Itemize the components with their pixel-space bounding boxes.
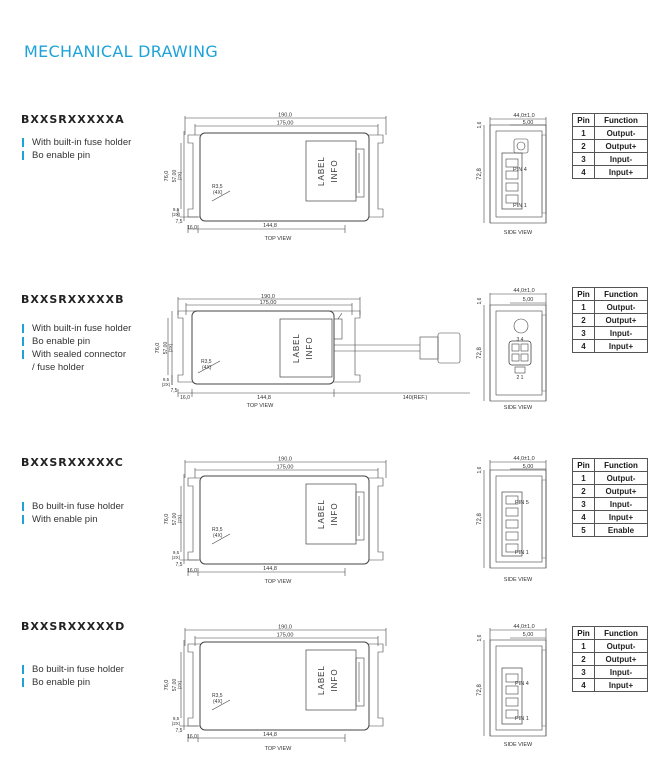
function-cell: Output+ <box>595 140 648 153</box>
label-line1: LABEL <box>317 156 326 186</box>
side-inner: 5,00 <box>522 120 534 126</box>
table-row <box>573 524 648 537</box>
side-inner: 5,00 <box>522 464 534 470</box>
dim-radius-count: (4X) <box>213 699 223 705</box>
top-view-label: TOP VIEW <box>246 403 274 409</box>
pin-cell: 1 <box>573 127 595 140</box>
top-view-label: TOP VIEW <box>264 746 292 752</box>
dim-cable: 140(REF.) <box>402 395 428 401</box>
function-header: Function <box>595 627 648 640</box>
label-line2: INFO <box>305 336 314 360</box>
page-title: MECHANICAL DRAWING <box>24 42 219 61</box>
feature-item: With built-in fuse holder <box>21 136 131 149</box>
function-cell: Output+ <box>595 653 648 666</box>
table-row <box>573 511 648 524</box>
pin-top-label: PIN 5 <box>515 500 529 506</box>
label-line1: LABEL <box>317 665 326 695</box>
dim-inner-count: (2X) <box>168 343 173 353</box>
dim-mount: 175,00 <box>259 300 277 306</box>
pin-header: Pin <box>573 114 595 127</box>
table-row <box>573 653 648 666</box>
model-code: BXXSRXXXXXA <box>21 113 125 126</box>
dim-small: 9,5 <box>172 716 180 721</box>
dim-small: 9,5 <box>172 550 180 555</box>
pin-cell: 4 <box>573 166 595 179</box>
side-view-label: SIDE VIEW <box>503 230 533 236</box>
function-cell: Input+ <box>595 166 648 179</box>
dim-height: 76,0 <box>164 679 170 691</box>
pin-cell: 3 <box>573 327 595 340</box>
side-view-drawing <box>472 288 562 415</box>
pin-cell: 3 <box>573 666 595 679</box>
dim-radius-count: (4X) <box>202 365 212 371</box>
feature-item: Bo built-in fuse holder <box>21 500 124 513</box>
function-header: Function <box>595 288 648 301</box>
side-view-label: SIDE VIEW <box>503 577 533 583</box>
feature-list <box>21 500 124 526</box>
model-code: BXXSRXXXXXD <box>21 620 126 633</box>
pin-cell: 4 <box>573 679 595 692</box>
dim-bottom: 144,8 <box>263 566 277 572</box>
pin-bottom-label: PIN 1 <box>513 203 527 209</box>
table-row <box>573 140 648 153</box>
connector-top-label: 3 4 <box>516 337 524 343</box>
table-row <box>573 314 648 327</box>
function-cell: Output+ <box>595 314 648 327</box>
pin-cell: 5 <box>573 524 595 537</box>
dim-left: 16,0 <box>180 395 190 401</box>
side-view-drawing <box>472 113 562 241</box>
function-cell: Input- <box>595 327 648 340</box>
pin-cell: 3 <box>573 498 595 511</box>
side-inner: 5,00 <box>522 632 534 638</box>
label-line2: INFO <box>330 159 339 183</box>
dim-radius: R3,5 <box>212 693 223 699</box>
table-row <box>573 666 648 679</box>
feature-item: With sealed connector <box>21 348 131 361</box>
side-width: 44,0±1,0 <box>513 288 535 294</box>
feature-item: Bo enable pin <box>21 149 131 162</box>
table-row <box>573 327 648 340</box>
side-width: 44,0±1,0 <box>513 113 535 119</box>
side-tab: 1,6 <box>477 466 483 474</box>
dim-offset: 7,5 <box>175 219 183 225</box>
pin-cell: 3 <box>573 153 595 166</box>
pin-bottom-label: PIN 1 <box>515 716 529 722</box>
label-line2: INFO <box>330 502 339 526</box>
table-row <box>573 127 648 140</box>
side-height: 72,8 <box>477 513 483 525</box>
table-row <box>573 472 648 485</box>
function-cell: Output- <box>595 301 648 314</box>
feature-item: Bo enable pin <box>21 676 124 689</box>
pin-table <box>572 113 648 179</box>
pin-header: Pin <box>573 627 595 640</box>
function-header: Function <box>595 459 648 472</box>
feature-list <box>21 322 131 374</box>
label-line1: LABEL <box>317 499 326 529</box>
side-width: 44,0±1,0 <box>513 624 535 630</box>
function-cell: Output- <box>595 127 648 140</box>
dim-radius-count: (4X) <box>213 190 223 196</box>
table-row <box>573 640 648 653</box>
dim-overall: 190,0 <box>278 112 292 119</box>
feature-item: With built-in fuse holder <box>21 322 131 335</box>
feature-item: Bo enable pin <box>21 335 131 348</box>
dim-offset: 7,5 <box>170 388 178 394</box>
pin-bottom-label: PIN 1 <box>515 550 529 556</box>
function-cell: Output- <box>595 640 648 653</box>
table-row <box>573 166 648 179</box>
side-view-label: SIDE VIEW <box>503 742 533 748</box>
pin-cell: 1 <box>573 640 595 653</box>
table-row <box>573 498 648 511</box>
variant-b <box>0 288 668 443</box>
dim-small: 9,5 <box>162 377 170 382</box>
dim-height: 76,0 <box>164 513 170 525</box>
dim-radius: R3,5 <box>212 184 223 190</box>
pin-top-label: PIN 4 <box>513 167 527 173</box>
function-cell: Input- <box>595 498 648 511</box>
dim-mount: 175,00 <box>276 464 294 471</box>
dim-small-count: (2X) <box>171 721 181 726</box>
dim-inner: 57,00 <box>172 169 178 183</box>
side-tab: 1,6 <box>477 121 483 129</box>
dim-offset: 7,5 <box>175 562 183 568</box>
pin-cell: 4 <box>573 340 595 353</box>
function-cell: Input+ <box>595 679 648 692</box>
top-view-drawing <box>150 456 410 591</box>
dim-height: 76,0 <box>164 170 170 182</box>
pin-table <box>572 626 648 692</box>
feature-list <box>21 136 131 162</box>
dim-overall: 190,0 <box>261 294 275 300</box>
top-view-drawing <box>140 293 470 415</box>
dim-overall: 190,0 <box>278 624 292 631</box>
side-height: 72,8 <box>477 684 483 696</box>
variant-c <box>0 456 668 606</box>
dim-inner-count: (2X) <box>177 680 182 690</box>
pin-cell: 2 <box>573 140 595 153</box>
dim-overall: 190,0 <box>278 456 292 463</box>
variant-d <box>0 620 668 770</box>
pin-header: Pin <box>573 459 595 472</box>
dim-inner: 57,00 <box>163 341 169 355</box>
side-width: 44,0±1,0 <box>513 456 535 462</box>
dim-small-count: (2X) <box>171 212 181 217</box>
side-tab: 1,6 <box>477 634 483 642</box>
function-header: Function <box>595 114 648 127</box>
function-cell: Enable <box>595 524 648 537</box>
dim-inner: 57,00 <box>172 512 178 526</box>
dim-small: 9,5 <box>172 207 180 212</box>
model-code: BXXSRXXXXXC <box>21 456 124 469</box>
variant-a <box>0 113 668 263</box>
side-view-drawing <box>472 620 562 750</box>
feature-list <box>21 663 124 689</box>
pin-cell: 4 <box>573 511 595 524</box>
pin-table <box>572 458 648 537</box>
table-row <box>573 301 648 314</box>
function-cell: Output- <box>595 472 648 485</box>
label-line2: INFO <box>330 668 339 692</box>
feature-item: / fuse holder <box>32 362 85 373</box>
feature-item: With enable pin <box>21 513 124 526</box>
dim-radius: R3,5 <box>201 359 212 365</box>
dim-height: 76,0 <box>155 342 161 354</box>
pin-cell: 2 <box>573 653 595 666</box>
connector-bottom-label: 2 1 <box>516 375 524 381</box>
model-code: BXXSRXXXXXB <box>21 293 125 306</box>
table-row <box>573 485 648 498</box>
dim-bottom: 144,8 <box>263 732 277 738</box>
function-cell: Input- <box>595 153 648 166</box>
dim-small-count: (2X) <box>171 555 181 560</box>
top-view-label: TOP VIEW <box>264 236 292 242</box>
pin-cell: 1 <box>573 472 595 485</box>
function-cell: Output+ <box>595 485 648 498</box>
side-inner: 5,00 <box>522 297 534 303</box>
pin-cell: 2 <box>573 314 595 327</box>
dim-mount: 175,00 <box>276 632 294 639</box>
pin-top-label: PIN 4 <box>515 681 529 687</box>
pin-cell: 1 <box>573 301 595 314</box>
function-cell: Input+ <box>595 511 648 524</box>
pin-table <box>572 287 648 353</box>
feature-item: Bo built-in fuse holder <box>21 663 124 676</box>
top-view-label: TOP VIEW <box>264 579 292 585</box>
dim-radius: R3,5 <box>212 527 223 533</box>
dim-inner: 57,00 <box>172 678 178 692</box>
pin-header: Pin <box>573 288 595 301</box>
table-row <box>573 340 648 353</box>
dim-inner-count: (2X) <box>177 171 182 181</box>
side-height: 72,8 <box>477 168 483 180</box>
pin-cell: 2 <box>573 485 595 498</box>
dim-left: 16,0 <box>187 568 197 574</box>
dim-left: 16,0 <box>187 734 197 740</box>
function-cell: Input+ <box>595 340 648 353</box>
dim-bottom: 144,8 <box>257 395 271 401</box>
function-cell: Input- <box>595 666 648 679</box>
dim-radius-count: (4X) <box>213 533 223 539</box>
dim-inner-count: (2X) <box>177 514 182 524</box>
side-view-drawing <box>472 456 562 584</box>
dim-mount: 175,00 <box>276 120 294 127</box>
dim-left: 16,0 <box>187 225 197 231</box>
side-view-label: SIDE VIEW <box>503 405 533 411</box>
label-line1: LABEL <box>292 333 301 363</box>
side-tab: 1,6 <box>477 297 483 305</box>
dim-small-count: (2X) <box>161 382 171 387</box>
table-row <box>573 153 648 166</box>
table-row <box>573 679 648 692</box>
dim-bottom: 144,8 <box>263 223 277 229</box>
side-height: 72,8 <box>477 347 483 359</box>
top-view-drawing <box>150 113 410 248</box>
dim-offset: 7,5 <box>175 728 183 734</box>
top-view-drawing <box>150 620 410 755</box>
